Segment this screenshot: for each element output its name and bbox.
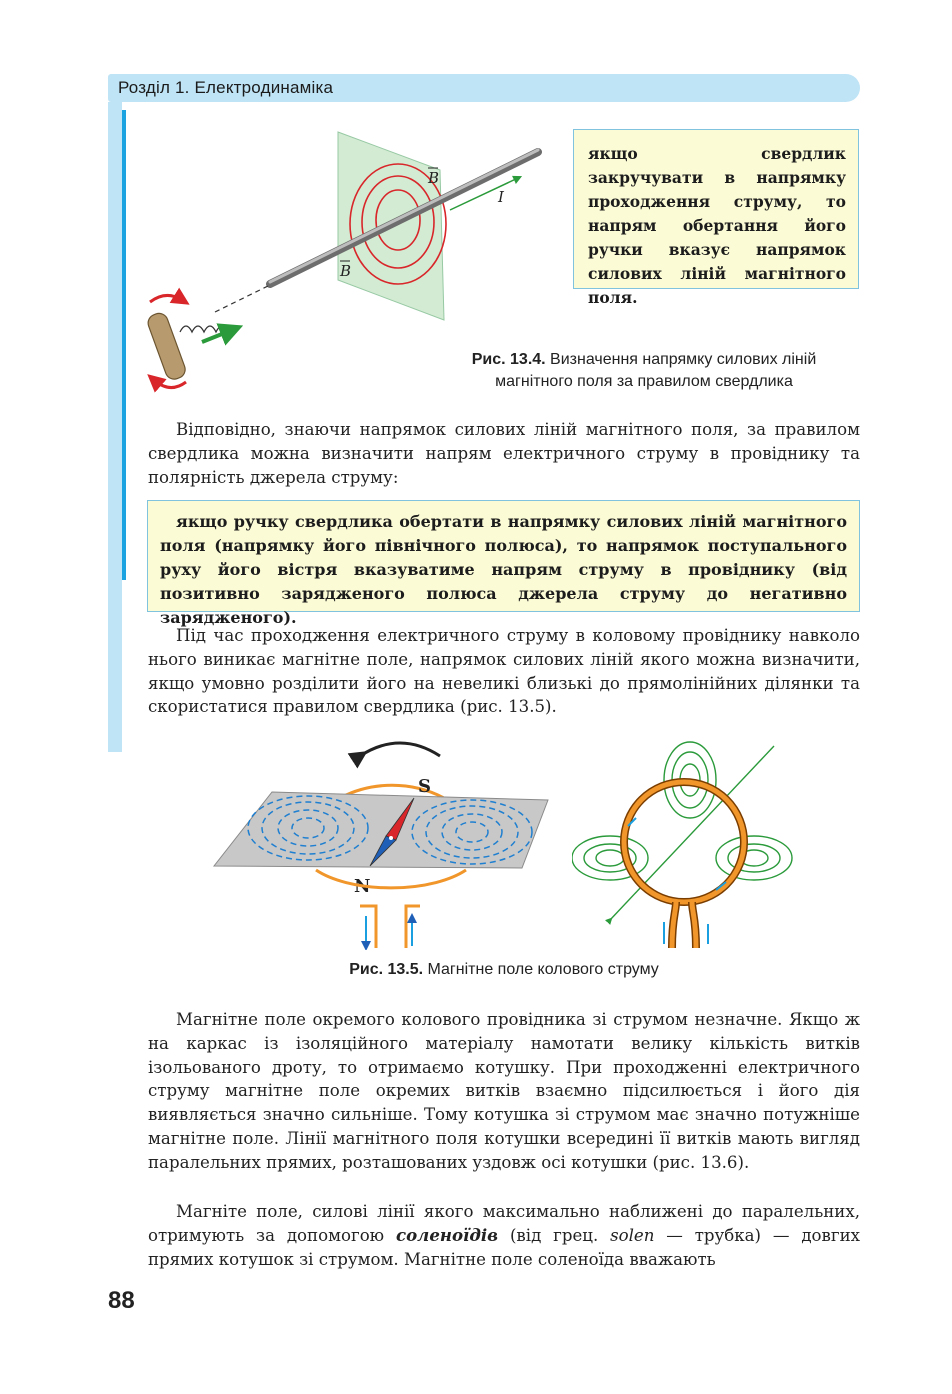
rule-box-gimlet-text: якщо свердлик закручувати в напрямку проходження струму, то напрям обертання його ручки вказує напрямок силових ліній магнітного поля. (588, 144, 846, 307)
b-vector-label-bottom: B (340, 262, 352, 280)
paragraph-4-before: Магніте поле, силові лінії якого максимально наближені до паралельних, отримують за допомогою (148, 1202, 860, 1245)
paragraph-4 (148, 1200, 860, 1271)
current-label: I (498, 188, 504, 206)
figure-13-4-caption-line2: магнітного поля за правилом свердлика (495, 373, 793, 390)
greek-word: solen (610, 1225, 655, 1245)
page-number: 88 (108, 1287, 135, 1314)
paragraph-2-text: Під час проходження електричного струму в коловому провіднику навколо нього виникає магнітне поле, напрямок силових ліній якого можна визначити, якщо умовно розділити його на невеликі близькі до прямолінійних ділянки та скористатися правилом свердлика (рис. 13.5). (148, 626, 860, 717)
b-vector-label-top: B (428, 169, 440, 187)
rule-box-current-direction-text: якщо ручку свердлика обертати в напрямку силових ліній магнітного поля (напрямку його північного полюса), то напрямок поступального руху його вістря вказуватиме напрям струму в провіднику (від позитивно зарядженого полюса джерела струму до негативно зарядженого). (160, 512, 847, 627)
figure-13-4-caption-label: Рис. 13.4. (471, 351, 546, 368)
paragraph-3 (148, 1008, 860, 1175)
solenoid-term: соленоїдів (396, 1224, 499, 1245)
figure-13-5-left-illustration (210, 736, 555, 950)
paragraph-1 (148, 418, 860, 489)
rule-box-gimlet (573, 129, 859, 307)
figure-13-5-right-illustration (572, 740, 812, 950)
compass-south-label: S (418, 776, 431, 797)
chapter-header-title: Розділ 1. Електродинаміка (118, 78, 334, 97)
figure-13-5-caption (148, 961, 860, 979)
paragraph-4-middle: (від грец. (498, 1225, 611, 1245)
figure-13-5-caption-text: Магнітне поле колового струму (423, 961, 659, 978)
left-accent-bar (122, 110, 126, 580)
figure-13-5-caption-label: Рис. 13.5. (349, 961, 424, 978)
left-margin-bar (108, 102, 122, 752)
figure-13-4-caption (424, 349, 864, 393)
paragraph-3-text: Магнітне поле окремого колового провідника зі струмом незначне. Якщо ж на каркас із ізоляційного матеріалу намотати велику кількість витків ізольованого дроту, то отримаємо котушку. При проходженні електричного струму магнітне поле окремих витків взаємно підсилюється і його дія виявляється значно сильніше. Тому котушка зі струмом має значно потужніше магнітне поле. Лінії магнітного поля котушки всередині її витків мають вигляд паралельних прямих, розташованих уздовж осі котушки (рис. 13.6). (148, 1010, 860, 1172)
paragraph-4-after: — трубка) — довгих прямих котушок зі струмом. Магнітне поле соленоїда вважають (148, 1225, 860, 1269)
rule-box-current-direction (147, 500, 860, 627)
paragraph-1-text: Відповідно, знаючи напрямок силових ліній магнітного поля, за правилом свердлика можна визначити напрям електричного струму в провіднику та полярність джерела струму: (148, 420, 860, 487)
figure-13-4-caption-line1: Визначення напрямку силових ліній (545, 351, 817, 368)
paragraph-2 (148, 624, 860, 719)
compass-north-label: N (354, 876, 371, 897)
